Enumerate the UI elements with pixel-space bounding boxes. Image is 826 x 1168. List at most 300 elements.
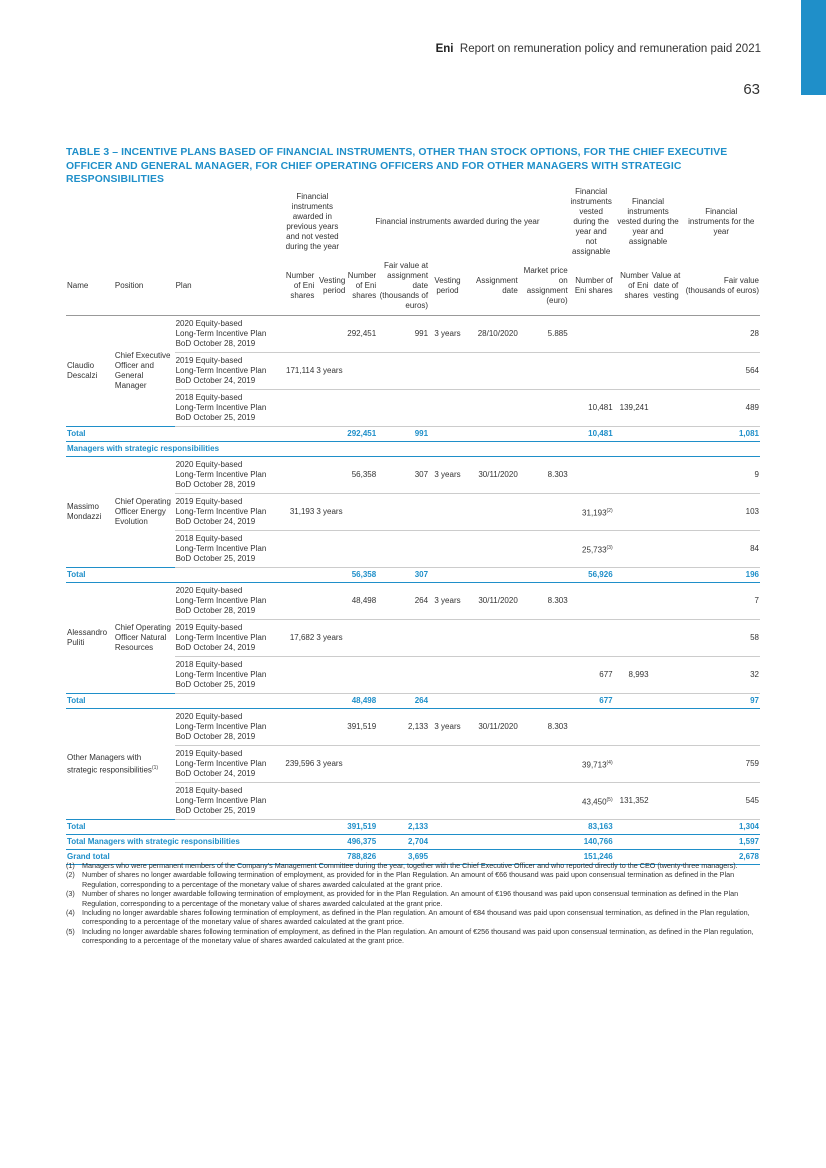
plan-line: Long-Term Incentive Plan: [175, 470, 267, 479]
cell-as-num: [614, 457, 650, 494]
cell-as-num: [614, 709, 650, 746]
cell-aw-num: [346, 531, 377, 568]
footnote: [66, 861, 760, 870]
cell-value: 5.885: [547, 329, 568, 338]
cell-aw-fair: [377, 746, 429, 783]
cell-prev-vest: [315, 783, 346, 820]
cell-aw-date: [466, 783, 519, 820]
section-header-row: [66, 442, 760, 457]
cell-value: 239,596: [285, 759, 315, 768]
total-label: Grand total: [66, 850, 346, 865]
cell-aw-date: [466, 494, 519, 531]
cell-na-num: [569, 390, 614, 427]
cell-aw-fair: [377, 783, 429, 820]
col-aw-vesting: Vesting period: [429, 257, 466, 316]
cell-as-num: [614, 531, 650, 568]
total-row: [66, 835, 760, 850]
total-fy: 1,597: [682, 835, 760, 850]
cell-value: 28/10/2020: [477, 329, 518, 338]
cell-value: 3 years: [316, 759, 343, 768]
cell-value: 292,451: [347, 329, 377, 338]
plan-line: 2018 Equity-based: [175, 786, 243, 795]
person-name: Alessandro Puliti: [67, 628, 108, 647]
cell-as-value: [650, 390, 683, 427]
cell-as-num: [614, 583, 650, 620]
cell-na-num: [569, 531, 614, 568]
total-na-number: 677: [569, 694, 614, 709]
cell-aw-vest: [429, 457, 466, 494]
cell-aw-date: [466, 353, 519, 390]
brand-name: Eni: [435, 43, 454, 55]
section-label: Managers with strategic responsibilities: [66, 442, 760, 457]
total-label: Total: [66, 694, 346, 709]
col-as-number: Number of Eni shares: [614, 257, 650, 316]
cell-fy: [682, 783, 760, 820]
col-na-number: Number of Eni shares: [569, 257, 614, 316]
plan-name: [175, 531, 279, 568]
plan-line: BoD October 25, 2019: [175, 554, 256, 563]
total-aw-number: 391,519: [346, 820, 377, 835]
footnote-text: Including no longer awardable shares following termination of employment, as defined in the Plan regulation. An amount of €256 thousand was paid upon consensual termination, as defined in the Plan regulation, corresponding to a percentage of the monetary value of shares awarded calculated at the grant price.: [82, 926, 754, 946]
plan-line: Long-Term Incentive Plan: [175, 670, 267, 679]
cell-as-num: [614, 494, 650, 531]
cell-value: 677: [599, 670, 613, 679]
cell-prev-vest: [315, 531, 346, 568]
cell-aw-num: [346, 583, 377, 620]
col-aw-price: Market price on assignment (euro): [519, 257, 569, 316]
total-aw-fair: 991: [377, 427, 429, 442]
total-label: Total: [66, 568, 346, 583]
cell-as-value: [650, 353, 683, 390]
cell-prev-vest: [315, 746, 346, 783]
cell-fy: [682, 746, 760, 783]
total-label: Total Managers with strategic responsibilities: [66, 835, 346, 850]
cell-value: 103: [745, 507, 759, 516]
table-row: [66, 457, 760, 494]
plan-line: 2018 Equity-based: [175, 534, 243, 543]
plan-line: Long-Term Incentive Plan: [175, 633, 267, 642]
col-as-value: Value at date of vesting: [650, 257, 683, 316]
cell-aw-date: [466, 620, 519, 657]
cell-aw-fair: [377, 531, 429, 568]
total-na-number: 10,481: [569, 427, 614, 442]
cell-fy: [682, 657, 760, 694]
footnotes: [66, 861, 760, 946]
plan-line: 2019 Equity-based: [175, 623, 243, 632]
group-header-assignable: Financial instruments vested during the year and assignable: [617, 197, 679, 246]
person-name: Claudio Descalzi: [67, 361, 98, 380]
empty-cell: [614, 820, 683, 835]
cell-aw-price: [519, 620, 569, 657]
cell-aw-num: [346, 746, 377, 783]
cell-aw-vest: [429, 583, 466, 620]
cell-aw-fair: [377, 494, 429, 531]
cell-value: 3 years: [316, 633, 343, 642]
cell-value: 3 years: [434, 329, 461, 338]
cell-aw-price: [519, 353, 569, 390]
plan-line: BoD October 28, 2019: [175, 732, 256, 741]
cell-aw-price: [519, 457, 569, 494]
person-position: Chief Operating Officer Energy Evolution: [114, 497, 171, 526]
plan-name: [175, 494, 279, 531]
footnote-ref: (2): [606, 507, 613, 514]
plan-name: [175, 390, 279, 427]
total-label: Total: [66, 427, 346, 442]
cell-na-num: [569, 709, 614, 746]
cell-aw-date: [466, 390, 519, 427]
cell-value: 39,713: [582, 760, 607, 770]
table-row: [66, 316, 760, 353]
table-title: TABLE 3 – INCENTIVE PLANS BASED OF FINANCIAL INSTRUMENTS, OTHER THAN STOCK OPTIONS, FOR THE CHIEF EXECUTIVE OFFICER AND GENERAL MANAGER, FOR CHIEF OPERATING OFFICERS AND FOR OTHER MANAGERS WITH STRATEGIC RESPONSIBILITIES: [66, 147, 728, 185]
cell-aw-num: [346, 390, 377, 427]
plan-line: BoD October 24, 2019: [175, 643, 256, 652]
cell-as-value: [650, 620, 683, 657]
cell-value: 58: [750, 633, 759, 642]
total-label: Total: [66, 820, 346, 835]
cell-prev-num: [278, 531, 315, 568]
plan-name: [175, 657, 279, 694]
cell-prev-num: [278, 583, 315, 620]
cell-aw-price: [519, 709, 569, 746]
cell-aw-date: [466, 657, 519, 694]
total-row: [66, 820, 760, 835]
person-name-text: Other Managers with strategic responsibilities: [67, 752, 152, 775]
plan-line: Long-Term Incentive Plan: [175, 507, 267, 516]
cell-aw-vest: [429, 531, 466, 568]
cell-prev-num: [278, 746, 315, 783]
cell-na-num: [569, 583, 614, 620]
cell-value: 3 years: [434, 470, 461, 479]
cell-value: 84: [750, 544, 759, 553]
footnote-label: (2): [66, 870, 75, 880]
footnote: [66, 927, 760, 946]
cell-aw-date: [466, 583, 519, 620]
cell-fy: [682, 353, 760, 390]
cell-aw-num: [346, 316, 377, 353]
plan-line: BoD October 24, 2019: [175, 769, 256, 778]
cell-na-num: [569, 620, 614, 657]
footnote-label: (3): [66, 889, 75, 899]
total-aw-fair: 2,704: [377, 835, 429, 850]
cell-value: 31,193: [289, 507, 315, 516]
empty-cell: [614, 568, 683, 583]
footnote: [66, 870, 760, 889]
footnote-label: (1): [66, 861, 75, 870]
plan-line: BoD October 25, 2019: [175, 806, 256, 815]
cell-aw-fair: [377, 657, 429, 694]
plan-line: 2018 Equity-based: [175, 393, 243, 402]
cell-value: 30/11/2020: [478, 596, 518, 605]
cell-value: 3 years: [316, 507, 343, 516]
cell-value: 48,498: [351, 596, 377, 605]
person-name: Massimo Mondazzi: [67, 502, 102, 521]
cell-na-num: [569, 746, 614, 783]
plan-name: [175, 353, 279, 390]
cell-prev-vest: [315, 583, 346, 620]
plan-line: BoD October 24, 2019: [175, 517, 256, 526]
cell-prev-num: [278, 353, 315, 390]
cell-aw-fair: [377, 620, 429, 657]
cell-aw-fair: [377, 316, 429, 353]
col-prev-vesting: Vesting period: [315, 257, 346, 316]
group-header-for-year: Financial instruments for the year: [688, 207, 755, 236]
plan-line: 2020 Equity-based: [175, 319, 243, 328]
cell-value: 17,682: [289, 633, 315, 642]
footnote: [66, 908, 760, 927]
col-name: Name: [66, 257, 114, 316]
col-fy-fair-value: Fair value (thousands of euros): [682, 257, 760, 316]
person-name: [66, 709, 175, 820]
total-na-number: 83,163: [569, 820, 614, 835]
cell-prev-num: [278, 620, 315, 657]
cell-aw-vest: [429, 746, 466, 783]
footnote-text: Including no longer awardable shares following termination of employment, as defined in the Plan regulation. An amount of €84 thousand was paid upon consensual termination, as defined in the Plan regulation, corresponding to a percentage of the monetary value of shares awarded calculated at the grant price.: [82, 908, 750, 927]
table-row: [66, 583, 760, 620]
footnote-ref: (3): [606, 544, 613, 551]
cell-as-value: [650, 709, 683, 746]
cell-prev-num: [278, 709, 315, 746]
col-prev-number: Number of Eni shares: [278, 257, 315, 316]
cell-as-value: [650, 746, 683, 783]
running-header: [436, 43, 761, 55]
cell-fy: [682, 583, 760, 620]
plan-line: 2019 Equity-based: [175, 356, 243, 365]
incentive-table: [66, 187, 760, 865]
plan-line: Long-Term Incentive Plan: [175, 722, 267, 731]
plan-line: Long-Term Incentive Plan: [175, 596, 267, 605]
cell-aw-fair: [377, 583, 429, 620]
group-header-previous: Financial instruments awarded in previous years and not vested during the year: [285, 192, 340, 251]
total-aw-number: 48,498: [346, 694, 377, 709]
footnote-ref: (1): [151, 764, 159, 771]
cell-aw-num: [346, 783, 377, 820]
total-row: [66, 694, 760, 709]
cell-aw-fair: [377, 353, 429, 390]
cell-value: 759: [745, 759, 759, 768]
total-aw-fair: 307: [377, 568, 429, 583]
cell-aw-date: [466, 709, 519, 746]
plan-line: BoD October 28, 2019: [175, 606, 256, 615]
cell-aw-price: [519, 746, 569, 783]
footnote-ref: (4): [606, 759, 613, 766]
empty-cell: [429, 694, 569, 709]
plan-line: Long-Term Incentive Plan: [175, 544, 267, 553]
total-fy: 2,678: [682, 850, 760, 865]
cell-aw-price: [519, 657, 569, 694]
cell-prev-vest: [315, 390, 346, 427]
total-fy: 1,304: [682, 820, 760, 835]
cell-value: 131,352: [619, 796, 649, 805]
cell-prev-vest: [315, 494, 346, 531]
cell-aw-vest: [429, 620, 466, 657]
plan-name: [175, 457, 279, 494]
plan-name: [175, 783, 279, 820]
cell-prev-num: [278, 783, 315, 820]
cell-value: 139,241: [619, 403, 649, 412]
cell-value: 264: [414, 596, 429, 605]
cell-value: 8,993: [628, 670, 649, 679]
cell-aw-fair: [377, 709, 429, 746]
cell-aw-price: [519, 390, 569, 427]
cell-value: 30/11/2020: [478, 470, 518, 479]
cell-fy: [682, 316, 760, 353]
plan-name: [175, 316, 279, 353]
cell-aw-vest: [429, 353, 466, 390]
cell-value: 489: [745, 403, 759, 412]
cell-aw-date: [466, 316, 519, 353]
cell-fy: [682, 531, 760, 568]
total-aw-fair: 3,695: [377, 850, 429, 865]
cell-as-value: [650, 494, 683, 531]
cell-value: 171,114: [286, 366, 315, 375]
cell-prev-vest: [315, 316, 346, 353]
total-fy: 196: [682, 568, 760, 583]
total-aw-fair: 2,133: [377, 820, 429, 835]
cell-value: 9: [754, 470, 759, 479]
cell-aw-vest: [429, 390, 466, 427]
group-header-during: Financial instruments awarded during the year: [375, 217, 540, 226]
cell-prev-vest: [315, 709, 346, 746]
cell-value: 10,481: [588, 403, 613, 412]
cell-value: 32: [750, 670, 759, 679]
cell-value: 8.303: [547, 722, 568, 731]
cell-as-num: [614, 746, 650, 783]
cell-as-value: [650, 783, 683, 820]
total-aw-number: 788,826: [346, 850, 377, 865]
person-position: Chief Operating Officer Natural Resources: [114, 623, 171, 652]
cell-prev-vest: [315, 620, 346, 657]
cell-as-num: [614, 620, 650, 657]
cell-na-num: [569, 657, 614, 694]
cell-prev-vest: [315, 457, 346, 494]
cell-value: 31,193: [582, 508, 607, 518]
cell-as-num: [614, 316, 650, 353]
plan-line: BoD October 25, 2019: [175, 413, 256, 422]
footnote-text: Managers who were permanent members of the Company's Management Committee during the year, together with the Chief Executive Officer and who reported directly to the CEO (twenty-three managers).: [82, 861, 738, 870]
total-aw-fair: 264: [377, 694, 429, 709]
cell-as-num: [614, 390, 650, 427]
cell-aw-price: [519, 494, 569, 531]
cell-as-value: [650, 457, 683, 494]
cell-prev-num: [278, 457, 315, 494]
empty-cell: [429, 820, 569, 835]
cell-prev-num: [278, 494, 315, 531]
cell-as-value: [650, 583, 683, 620]
cell-aw-vest: [429, 657, 466, 694]
empty-cell: [429, 427, 569, 442]
plan-line: Long-Term Incentive Plan: [175, 329, 267, 338]
cell-na-num: [569, 353, 614, 390]
col-plan: Plan: [175, 257, 279, 316]
cell-prev-vest: [315, 353, 346, 390]
table-body: [66, 316, 760, 865]
total-row: [66, 427, 760, 442]
footnote-text: Number of shares no longer awardable following termination of employment, as provided for in the Plan Regulation. An amount of €66 thousand was paid upon consensual termination as defined in the Plan Regulation, corresponding to a percentage of the monetary value of shares awarded calculated at the grant price.: [82, 870, 735, 889]
cell-value: 391,519: [347, 722, 377, 731]
plan-name: [175, 620, 279, 657]
footnote-label: (4): [66, 908, 75, 918]
plan-line: 2019 Equity-based: [175, 497, 243, 506]
cell-aw-num: [346, 457, 377, 494]
cell-na-num: [569, 783, 614, 820]
plan-line: Long-Term Incentive Plan: [175, 759, 267, 768]
cell-aw-price: [519, 583, 569, 620]
empty-cell: [614, 835, 683, 850]
cell-aw-num: [346, 657, 377, 694]
cell-prev-num: [278, 657, 315, 694]
cell-value: 564: [745, 366, 759, 375]
cell-aw-num: [346, 353, 377, 390]
cell-aw-num: [346, 709, 377, 746]
plan-name: [175, 583, 279, 620]
cell-na-num: [569, 457, 614, 494]
cell-value: 3 years: [316, 366, 343, 375]
cell-aw-date: [466, 531, 519, 568]
group-header-not-assignable: Financial instruments vested during the year and not assignable: [570, 187, 612, 256]
plan-line: Long-Term Incentive Plan: [175, 366, 267, 375]
total-fy: 1,081: [682, 427, 760, 442]
col-aw-date: Assignment date: [466, 257, 519, 316]
cell-prev-num: [278, 316, 315, 353]
cell-value: 545: [745, 796, 759, 805]
cell-na-num: [569, 316, 614, 353]
page-number: 63: [743, 81, 760, 98]
total-na-number: 140,766: [569, 835, 614, 850]
cell-aw-vest: [429, 783, 466, 820]
plan-line: BoD October 28, 2019: [175, 480, 256, 489]
total-aw-number: 56,358: [346, 568, 377, 583]
cell-value: 3 years: [434, 722, 461, 731]
cell-aw-fair: [377, 390, 429, 427]
person-position: Chief Executive Officer and General Manager: [114, 351, 171, 390]
cell-value: 56,358: [351, 470, 377, 479]
plan-line: BoD October 28, 2019: [175, 339, 256, 348]
col-position: Position: [114, 257, 175, 316]
empty-cell: [429, 835, 569, 850]
footnote-text: Number of shares no longer awardable following termination of employment, as provided for in the Plan Regulation. An amount of €196 thousand was paid upon consensual termination as defined in the Plan Regulation, corresponding to a percentage of the monetary value of shares awarded calculated at the grant price.: [82, 889, 739, 908]
cell-fy: [682, 457, 760, 494]
cell-aw-vest: [429, 494, 466, 531]
cell-value: 30/11/2020: [478, 722, 518, 731]
cell-aw-price: [519, 316, 569, 353]
plan-line: BoD October 24, 2019: [175, 376, 256, 385]
plan-name: [175, 746, 279, 783]
cell-aw-vest: [429, 316, 466, 353]
cell-value: 2,133: [408, 722, 429, 731]
total-row: [66, 568, 760, 583]
plan-line: 2020 Equity-based: [175, 586, 243, 595]
plan-name: [175, 709, 279, 746]
cell-as-value: [650, 316, 683, 353]
total-fy: 97: [682, 694, 760, 709]
cell-fy: [682, 390, 760, 427]
cell-value: 307: [414, 470, 429, 479]
cell-value: 43,450: [582, 797, 607, 807]
plan-line: BoD October 25, 2019: [175, 680, 256, 689]
cell-aw-vest: [429, 709, 466, 746]
cell-as-num: [614, 657, 650, 694]
plan-line: 2019 Equity-based: [175, 749, 243, 758]
plan-line: 2020 Equity-based: [175, 712, 243, 721]
cell-aw-fair: [377, 457, 429, 494]
cell-as-value: [650, 657, 683, 694]
cell-value: 8.303: [547, 470, 568, 479]
report-title: Report on remuneration policy and remuneration paid 2021: [459, 43, 761, 55]
sidebar-accent-bar: [801, 0, 826, 95]
total-na-number: 151,246: [569, 850, 614, 865]
empty-cell: [614, 427, 683, 442]
cell-fy: [682, 709, 760, 746]
